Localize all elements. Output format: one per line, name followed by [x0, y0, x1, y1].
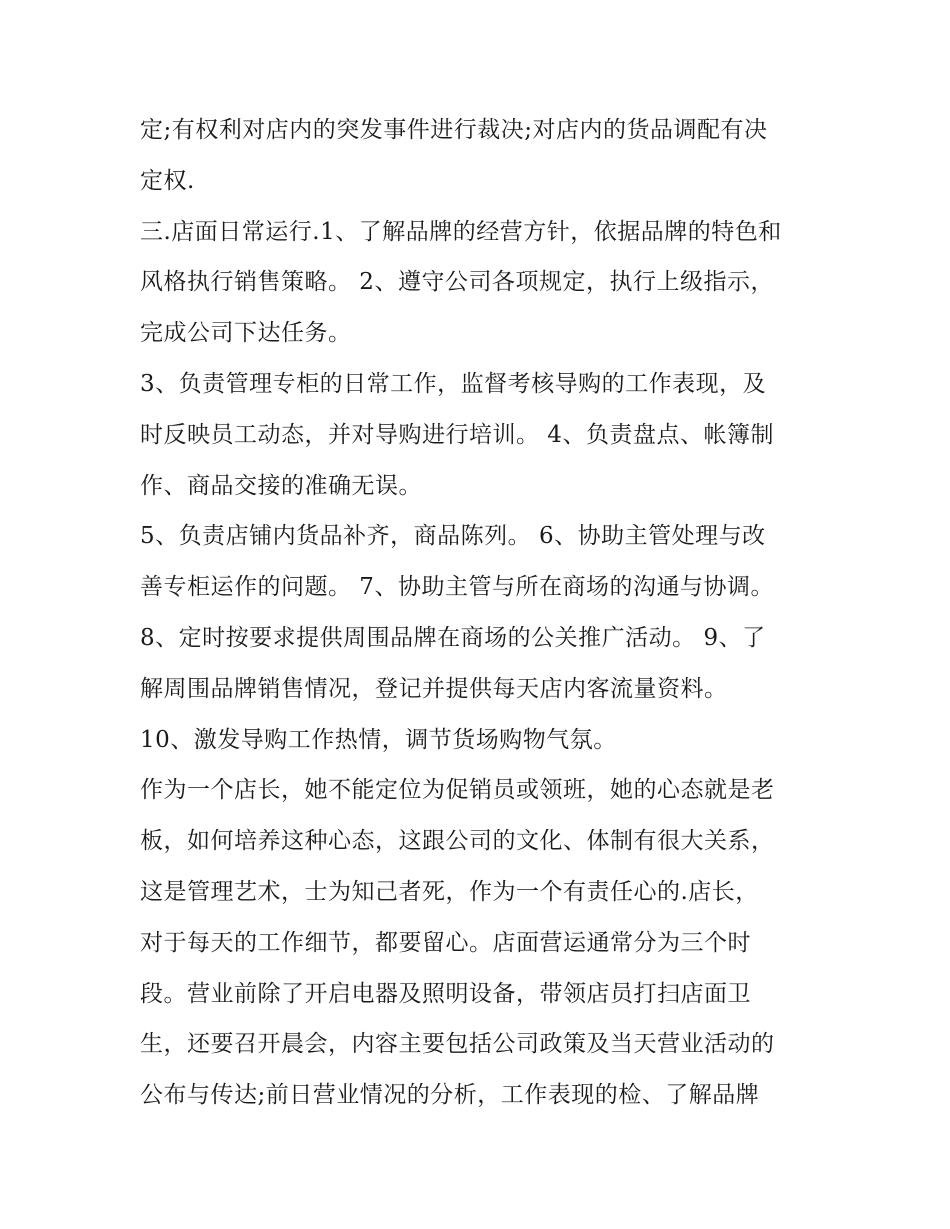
text-line: 10、激发导购工作热情，调节货场购物气氛。: [140, 726, 617, 753]
text-line: 对于每天的工作细节，都要留心。店面营运通常分为三个时: [140, 929, 751, 956]
text-line: 完成公司下达任务。: [140, 320, 352, 347]
text-line: 3、负责管理专柜的日常工作，监督考核导购的工作表现，及: [140, 370, 767, 397]
text-line: 定权.: [140, 167, 195, 194]
text-line: 板，如何培养这种心态，这跟公司的文化、体制有很大关系，: [140, 828, 775, 855]
text-line: 段。营业前除了开启电器及照明设备，带领店员打扫店面卫: [140, 980, 751, 1007]
text-line: 生，还要召开晨会，内容主要包括公司政策及当天营业活动的: [140, 1031, 775, 1058]
text-line: 公布与传达;前日营业情况的分析，工作表现的检、了解品牌: [140, 1082, 760, 1109]
text-line: 定;有权利对店内的突发事件进行裁决;对店内的货品调配有决: [140, 117, 768, 143]
text-line: 5、负责店铺内货品补齐，商品陈列。 6、协助主管处理与改: [140, 523, 766, 550]
text-line: 作、商品交接的准确无误。: [140, 472, 422, 499]
text-line: 时反映员工动态，并对导购进行培训。 4、负责盘点、帐簿制: [140, 421, 774, 448]
text-line: 善专柜运作的问题。 7、协助主管与所在商场的沟通与协调。: [140, 574, 774, 601]
body-text: [140, 110, 820, 1126]
text-line: 风格执行销售策略。 2、遵守公司各项规定，执行上级指示，: [140, 269, 774, 296]
text-line: 这是管理艺术，士为知己者死，作为一个有责任心的.店长，: [140, 878, 759, 905]
text-line: 8、定时按要求提供周围品牌在商场的公关推广活动。 9、了: [140, 624, 766, 651]
text-line: 作为一个店长，她不能定位为促销员或领班，她的心态就是老: [140, 777, 775, 804]
text-line: 解周围品牌销售情况，登记并提供每天店内客流量资料。: [140, 675, 728, 702]
text-line: 三.店面日常运行.1、了解品牌的经营方针，依据品牌的特色和: [140, 218, 782, 245]
